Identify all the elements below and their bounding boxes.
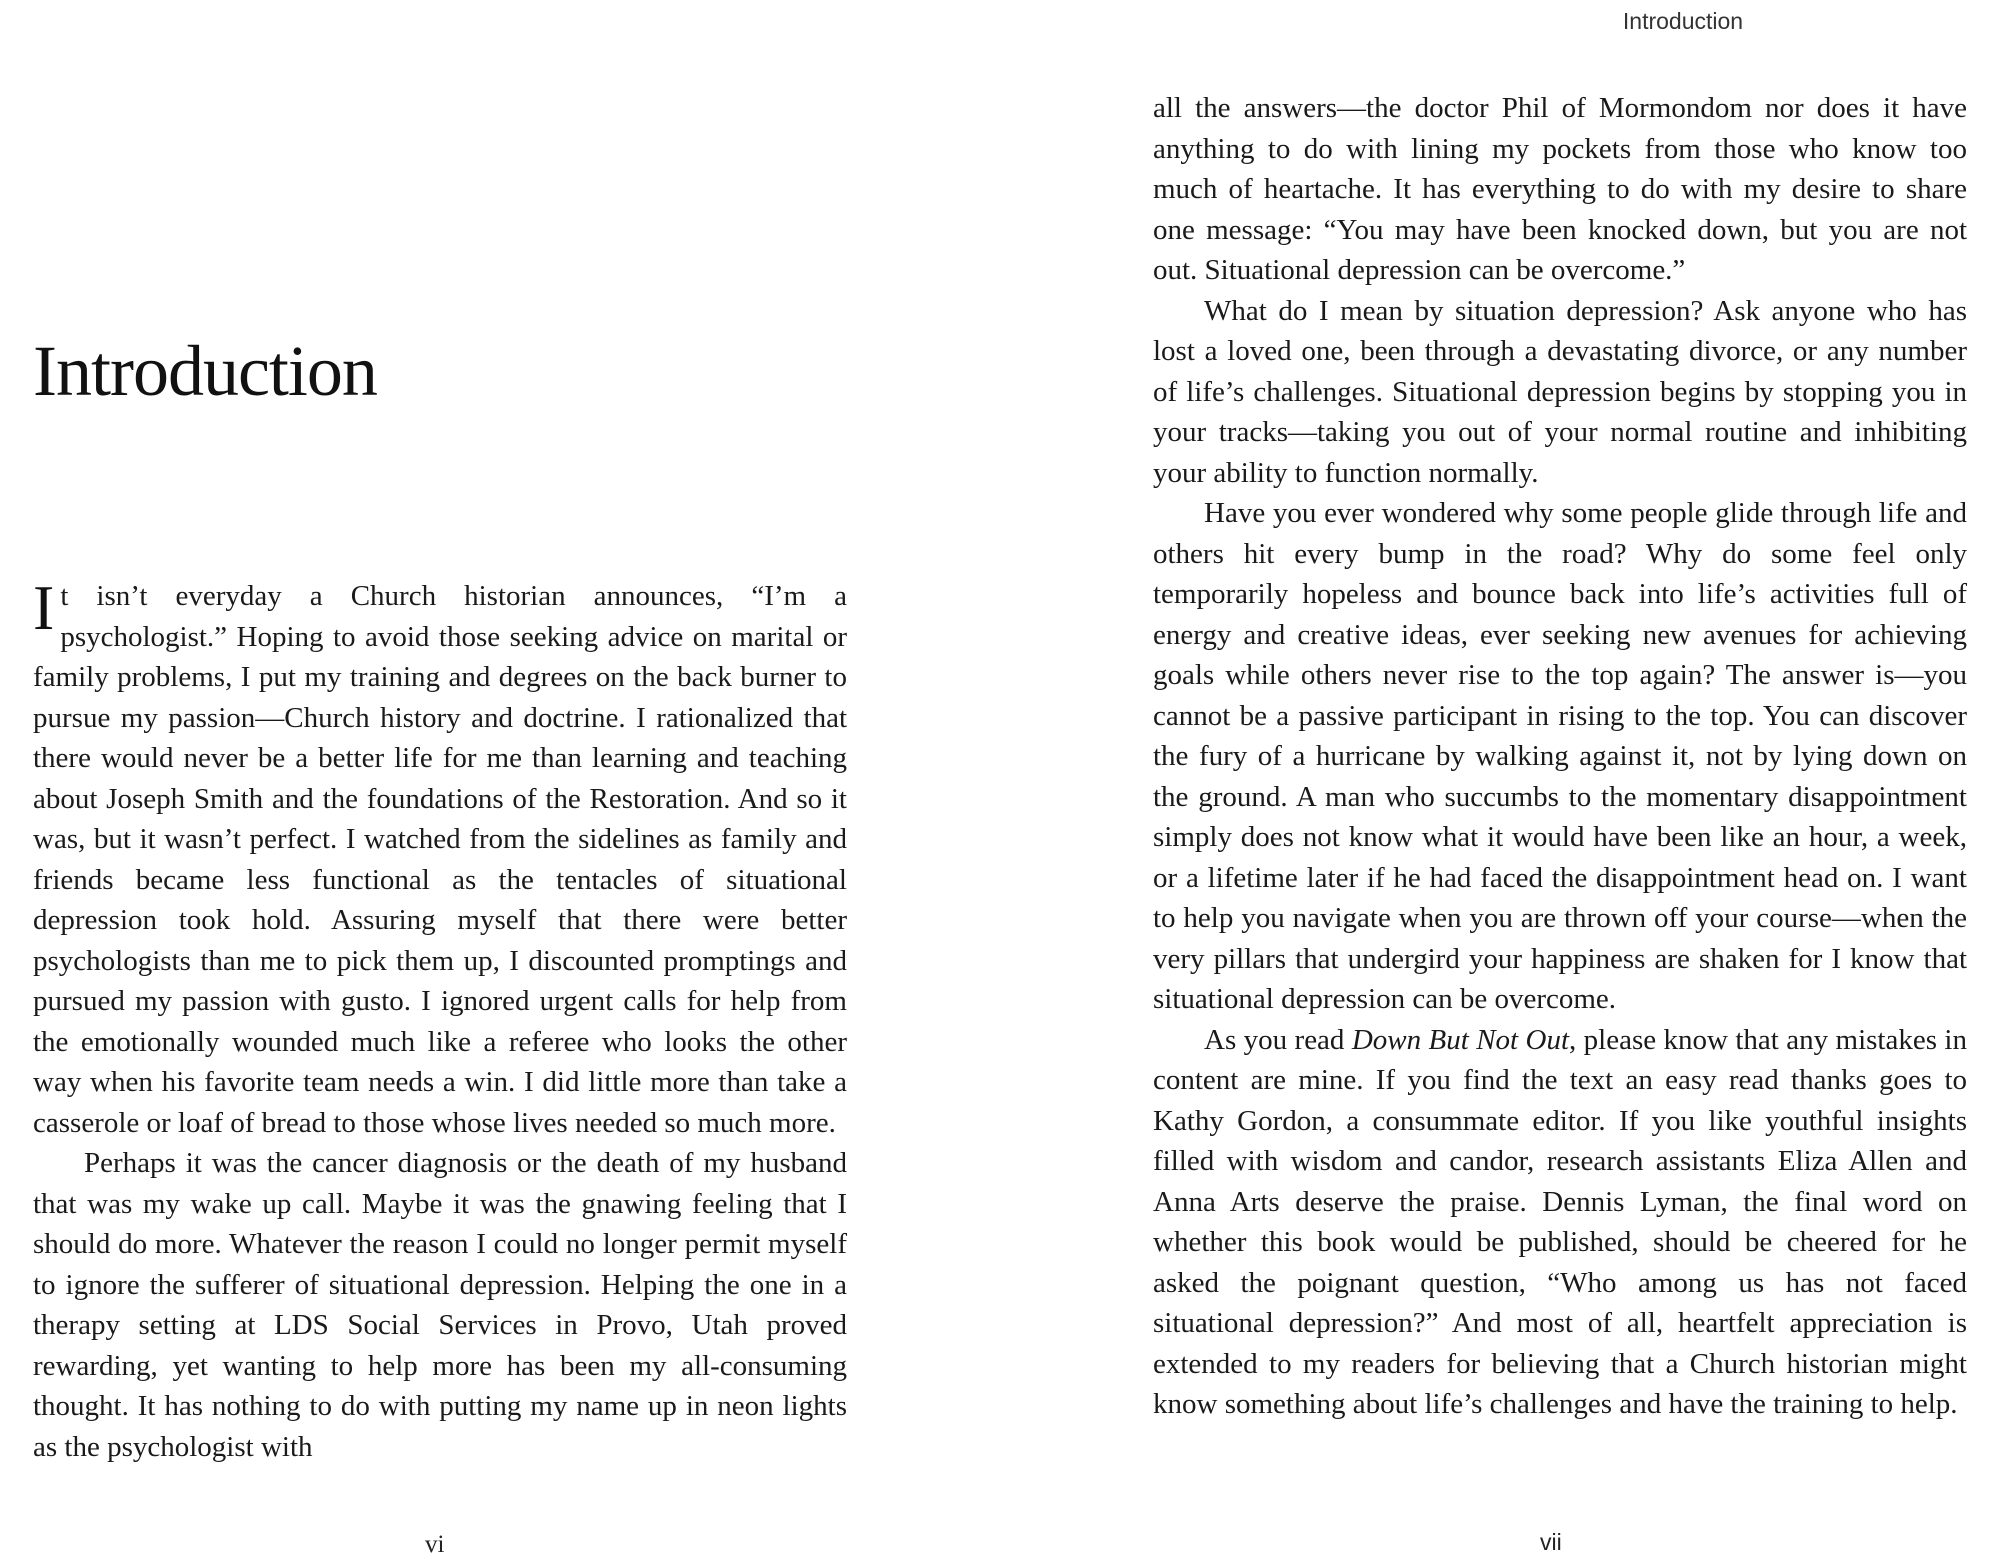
- paragraph: Perhaps it was the cancer diagnosis or the death of my husband that was my wake up call. Maybe it was the gnawing feeling that I should do more. Whatever the reason I could no longer permit myself to ignore the sufferer of situational depression. Helping the one in a therapy setting at LDS Social Services in Provo, Utah proved rewarding, yet wanting to help more has been my all-consuming thought. It has nothing to do with putting my name up in neon lights as the psychologist with: [33, 1147, 847, 1463]
- paragraph: Have you ever wondered why some people glide through life and others hit every bump in the road? Why do some feel only temporarily hopeless and bounce back into life’s activities full of energy and creative ideas, ever seeking new avenues for achieving goals while others never rise to the top again? The answer is—you cannot be a passive participant in rising to the top. You can discover the fury of a hurricane by walking against it, not by lying down on the ground. A man who succumbs to the momentary disappointment simply does not know what it would have been like an hour, a week, or a lifetime later if he had faced the disappointment head on. I want to help you navigate when you are thrown off your course—when the very pillars that undergird your happiness are shaken for I know that situational depression can be overcome.: [1153, 497, 1967, 1015]
- paragraph: [33, 572, 847, 1143]
- paragraph: [1153, 1020, 1967, 1425]
- page-number: vii: [1540, 1529, 1562, 1555]
- chapter-title: Introduction: [33, 331, 377, 411]
- left-body-text: [33, 572, 847, 1467]
- paragraph: all the answers—the doctor Phil of Mormondom nor does it have anything to do with lining my pockets from those who know too much of heartache. It has everything to do with my desire to share one message: “You may have been knocked down, but you are not out. Situational depression can be overcome.”: [1153, 92, 1967, 286]
- paragraph: What do I mean by situation depression? Ask anyone who has lost a loved one, been through a devastating divorce, or any number of life’s challenges. Situational depression begins by stopping you in your tracks—taking you out of your normal routine and inhibiting your ability to function normally.: [1153, 294, 1967, 489]
- paragraph-text: , please know that any mistakes in content are mine. If you find the text an easy read thanks goes to Kathy Gordon, a consummate editor. If you like youthful insights filled with wisdom and candor, research assistants Eliza Allen and Anna Arts deserve the praise. Dennis Lyman, the final word on whether this book would be published, should be cheered for he asked the poignant question, “Who among us has not faced situational depression?” And most of all, heartfelt appreciation is extended to my readers for believing that a Church historian might know something about life’s challenges and have the training to help.: [1153, 1023, 1967, 1420]
- paragraph-text: As you read: [1204, 1023, 1352, 1056]
- right-page: [1000, 0, 2000, 1562]
- paragraph-text: t isn’t everyday a Church historian announces, “I’m a psychologist.” Hoping to avoid those seeking advice on marital or family problems, I put my training and degrees on the back burner to pursue my passion—Church history and doctrine. I rationalized that there would never be a better life for me than learning and teaching about Joseph Smith and the foundations of the Restoration. And so it was, but it wasn’t perfect. I watched from the sidelines as family and friends became less functional as the tentacles of situational depression took hold. Assuring myself that there were better psychologists than me to pick them up, I discounted promptings and pursued my passion with gusto. I ignored urgent calls for help from the emotionally wounded much like a referee who looks the other way when his favorite team needs a win. I did little more than take a casserole or loaf of bread to those whose lives needed so much more.: [33, 580, 847, 1139]
- book-title: Down But Not Out: [1351, 1023, 1570, 1056]
- page-number: vi: [425, 1531, 445, 1558]
- running-head: Introduction: [1622, 8, 1744, 34]
- drop-cap: I: [33, 572, 55, 643]
- right-body-text: [1153, 88, 1967, 1425]
